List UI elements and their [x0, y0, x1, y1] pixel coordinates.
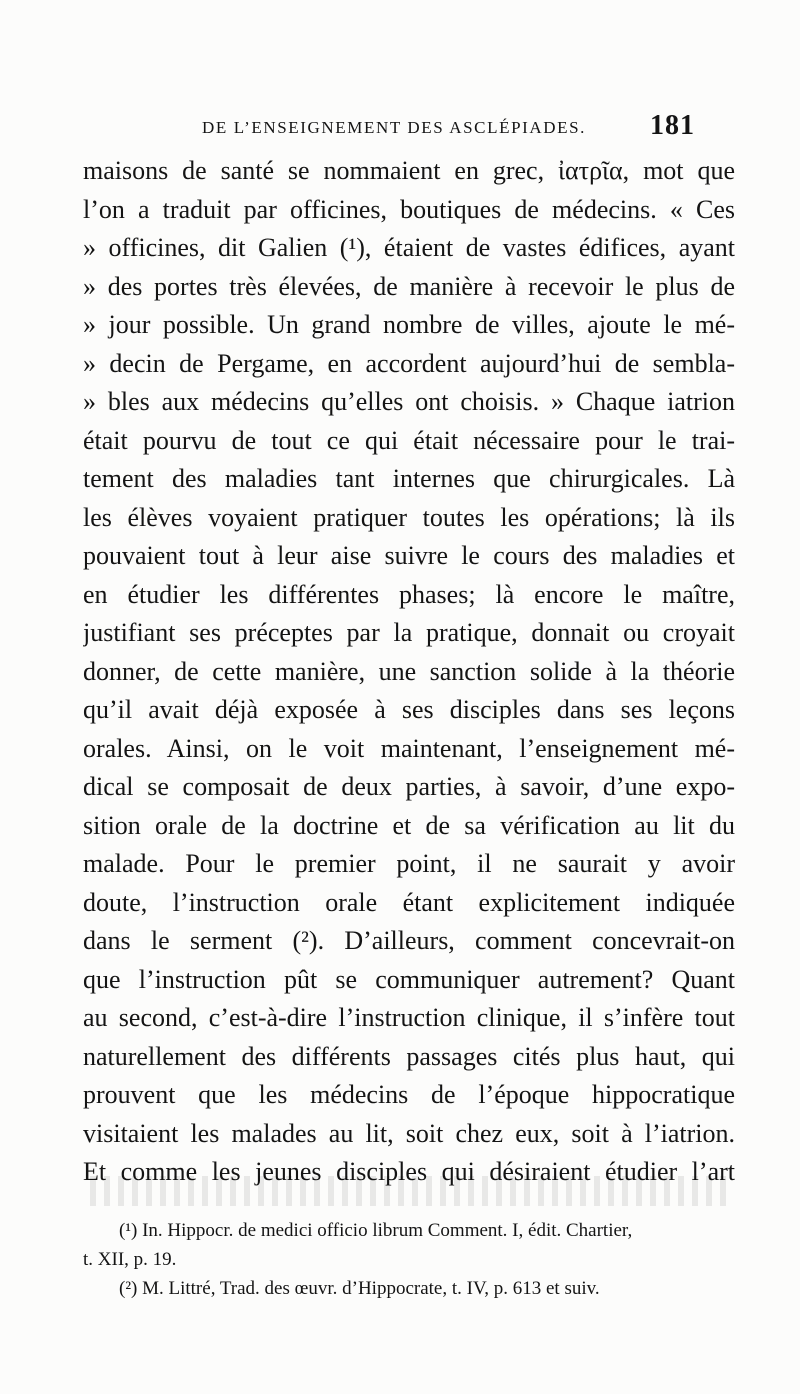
bleed-through-shadow — [90, 1176, 730, 1206]
text-line: malade. Pour le premier point, il ne saurait y avoir — [83, 849, 735, 878]
footnote-1: (¹) In. Hippocr. de medici officio librum Comment. I, édit. Chartier, — [119, 1220, 633, 1241]
text-line: » bles aux médecins qu’elles ont choisis. » Chaque iatrion — [83, 387, 735, 416]
footnote-2: (²) M. Littré, Trad. des œuvr. d’Hippocrate, t. IV, p. 613 et suiv. — [119, 1278, 600, 1299]
text-line: naturellement des différents passages cités plus haut, qui — [83, 1041, 735, 1071]
text-line: dical se composait de deux parties, à savoir, d’une expo- — [83, 772, 735, 801]
text-line: » jour possible. Un grand nombre de villes, ajoute le mé- — [83, 310, 735, 339]
footnotes — [83, 1216, 743, 1303]
text-line: visitaient les malades au lit, soit chez eux, soit à l’iatrion. — [83, 1118, 735, 1148]
text-line: Et comme les jeunes disciples qui désiraient étudier l’art — [83, 1157, 735, 1186]
page-header — [0, 110, 800, 144]
text-line: orales. Ainsi, on le voit maintenant, l’enseignement mé- — [83, 733, 735, 763]
text-line: maisons de santé se nommaient en grec, ἰατρῖα, mot que — [83, 156, 735, 185]
running-title: DE L’ENSEIGNEMENT DES ASCLÉPIADES. — [202, 118, 587, 137]
text-line: les élèves voyaient pratiquer toutes les opérations; là ils — [83, 502, 735, 532]
text-line: doute, l’instruction orale étant explicitement indiquée — [83, 887, 735, 917]
text-line: en étudier les différentes phases; là encore le maître, — [83, 579, 735, 609]
footnote-1-continuation: t. XII, p. 19. — [83, 1249, 177, 1270]
text-line: au second, c’est-à-dire l’instruction clinique, il s’infère tout — [83, 1003, 735, 1032]
text-line: pouvaient tout à leur aise suivre le cours des maladies et — [83, 541, 735, 570]
text-line: l’on a traduit par officines, boutiques de médecins. « Ces — [83, 194, 735, 224]
text-line: qu’il avait déjà exposée à ses disciples dans ses leçons — [83, 695, 735, 724]
text-line: » decin de Pergame, en accordent aujourd’hui de sembla- — [83, 348, 735, 378]
text-line: » officines, dit Galien (¹), étaient de vastes édifices, ayant — [83, 233, 735, 262]
page-number: 181 — [650, 110, 695, 141]
text-line: justifiant ses préceptes par la pratique, donnait ou croyait — [83, 618, 735, 647]
text-line: prouvent que les médecins de l’époque hippocratique — [83, 1080, 735, 1109]
text-line: sition orale de la doctrine et de sa vérification au lit du — [83, 810, 735, 840]
text-line: » des portes très élevées, de manière à recevoir le plus de — [83, 271, 735, 301]
text-line: était pourvu de tout ce qui était nécessaire pour le trai- — [83, 425, 735, 455]
text-line: donner, de cette manière, une sanction solide à la théorie — [83, 656, 735, 686]
text-line: dans le serment (²). D’ailleurs, comment concevrait-on — [83, 926, 735, 955]
text-line: tement des maladies tant internes que chirurgicales. Là — [83, 464, 735, 493]
body-text — [83, 152, 735, 1192]
text-line: que l’instruction pût se communiquer autrement? Quant — [83, 964, 735, 994]
